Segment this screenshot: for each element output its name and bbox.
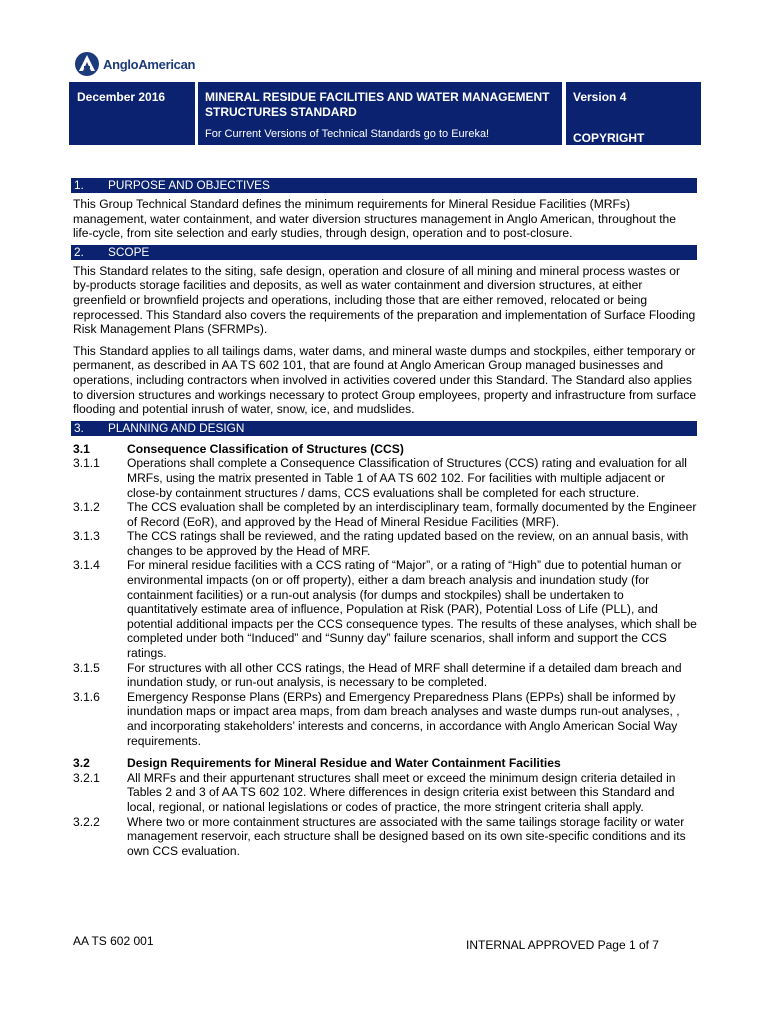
header-title-cell xyxy=(198,82,562,145)
section-number: 3. xyxy=(74,420,84,435)
brand-name: AngloAmerican xyxy=(103,56,196,72)
clause-text: Operations shall complete a Consequence Classification of Structures (CCS) rating and evaluation for all MRFs, using the matrix presented in Table 1 of AA TS 602 102. For facilities with multiple adjacent or close-by containment structures / dams, CCS evaluations shall be completed for each structure. xyxy=(127,456,687,500)
document-body xyxy=(73,178,697,858)
anglo-american-logo xyxy=(74,51,195,77)
header-copyright: COPYRIGHT xyxy=(573,131,645,145)
clause-number: 3.1.2 xyxy=(73,500,100,515)
header-version: Version 4 xyxy=(573,90,627,104)
clause-3-1-4 xyxy=(73,558,697,660)
header-date: December 2016 xyxy=(69,82,195,145)
clause-3-1-1 xyxy=(73,456,697,500)
clause-text: The CCS ratings shall be reviewed, and the rating updated based on the review, on an annual basis, with changes to be approved by the Head of MRF. xyxy=(127,529,689,558)
subsection-heading-3-2 xyxy=(73,756,697,771)
header-title: MINERAL RESIDUE FACILITIES AND WATER MANAGEMENT STRUCTURES STANDARD xyxy=(205,90,550,119)
anglo-american-logo-icon xyxy=(74,51,100,77)
section-number: 1. xyxy=(74,178,84,192)
header-subtitle: For Current Versions of Technical Standards go to Eureka! xyxy=(205,128,490,140)
clause-text: The CCS evaluation shall be completed by an interdisciplinary team, formally documented by the Engineer of Record (EoR), and approved by the Head of Mineral Residue Facilities (MRF). xyxy=(127,500,697,529)
clause-3-1-5 xyxy=(73,661,697,690)
section-title: SCOPE xyxy=(108,244,150,259)
document-header xyxy=(69,82,701,145)
clause-text: For mineral residue facilities with a CCS rating of “Major”, or a rating of “High” due to potential human or environmental impacts (on or off property), either a dam breach analysis and inundation study (for containment facilities) or a run-out analysis (for dumps and stockpiles) shall be undertaken to quantitatively estimate area of influence, Population at Risk (PAR), Potential Loss of Life (PLL), and potential additional impacts per the CCS consequence types. The results of these analyses, which shall be completed under both “Induced” and “Sunny day” failure scenarios, shall inform and support the CCS ratings. xyxy=(127,558,697,661)
subsection-number: 3.1 xyxy=(73,441,90,456)
section-title: PURPOSE AND OBJECTIVES xyxy=(108,178,270,192)
scope-paragraph-1: This Standard relates to the siting, safe design, operation and closure of all mining and mineral process wastes or by-products storage facilities and deposits, as well as water containment and diversion structures, at either greenfield or brownfield projects and operations, including those that are either removed, relocated or being reprocessed. This Standard also covers the requirements of the preparation and implementation of Surface Flooding Risk Management Plans (SFRMPs). xyxy=(73,263,696,337)
clause-number: 3.2.2 xyxy=(73,814,100,829)
clause-number: 3.1.4 xyxy=(73,558,100,573)
clause-3-1-6 xyxy=(73,690,697,748)
section-number: 2. xyxy=(74,244,84,259)
clause-3-1-2 xyxy=(73,500,697,529)
clause-number: 3.1.6 xyxy=(73,689,100,704)
clause-number: 3.2.1 xyxy=(73,770,100,785)
clause-3-2-2 xyxy=(73,815,697,859)
scope-paragraph-2: This Standard applies to all tailings dams, water dams, and mineral waste dumps and stockpiles, either temporary or permanent, as described in AA TS 602 101, that are found at Anglo American Group managed businesses and operations, including contractors when involved in activities covered under this Standard. The Standard also applies to diversion structures and workings necessary to protect Group employees, property and infrastructure from surface flooding and potential inrush of water, snow, ice, and mudslides. xyxy=(73,343,697,417)
clause-text: All MRFs and their appurtenant structures shall meet or exceed the minimum design criteria detailed in Tables 2 and 3 of AA TS 602 102. Where differences in design criteria exist between this Standard and local, regional, or national legislations or codes of practice, the more stringent criteria shall apply. xyxy=(127,770,676,814)
subsection-number: 3.2 xyxy=(73,756,90,771)
purpose-paragraph: This Group Technical Standard defines the minimum requirements for Mineral Residue Facilities (MRFs) management, water containment, and water diversion structures management in Anglo American, throughout the life-cycle, from site selection and early studies, through design, operation and to post-closure. xyxy=(73,197,677,241)
section-heading-2 xyxy=(71,245,697,260)
clause-text: For structures with all other CCS ratings, the Head of MRF shall determine if a detailed dam breach and inundation study, or run-out analysis, is necessary to be completed. xyxy=(127,660,682,690)
clause-text: Where two or more containment structures are associated with the same tailings storage facility or water management reservoir, each structure shall be designed based on its own site-specific conditions and its own CCS evaluation. xyxy=(127,814,686,858)
section-heading-1 xyxy=(71,178,697,193)
footer-document-id: AA TS 602 001 xyxy=(73,934,154,948)
clause-3-1-3 xyxy=(73,529,697,558)
clause-number: 3.1.5 xyxy=(73,660,100,675)
header-version-cell xyxy=(566,82,701,145)
clause-number: 3.1.3 xyxy=(73,529,100,544)
clause-text: Emergency Response Plans (ERPs) and Emergency Preparedness Plans (EPPs) shall be informed by inundation maps or impact area maps, from dam breach analyses and waste dumps run-out analyses, , and incorporating stakeholders’ interests and concerns, in accordance with Anglo American Social Way requirements. xyxy=(127,689,680,748)
section-title: PLANNING AND DESIGN xyxy=(108,420,245,435)
subsection-title: Design Requirements for Mineral Residue and Water Containment Facilities xyxy=(127,756,561,771)
subsection-title: Consequence Classification of Structures (CCS) xyxy=(127,441,404,456)
clause-3-2-1 xyxy=(73,771,697,815)
footer-page-status: INTERNAL APPROVED Page 1 of 7 xyxy=(466,938,659,952)
clause-number: 3.1.1 xyxy=(73,456,100,471)
section-heading-3 xyxy=(71,421,697,436)
subsection-heading-3-1 xyxy=(73,442,697,457)
